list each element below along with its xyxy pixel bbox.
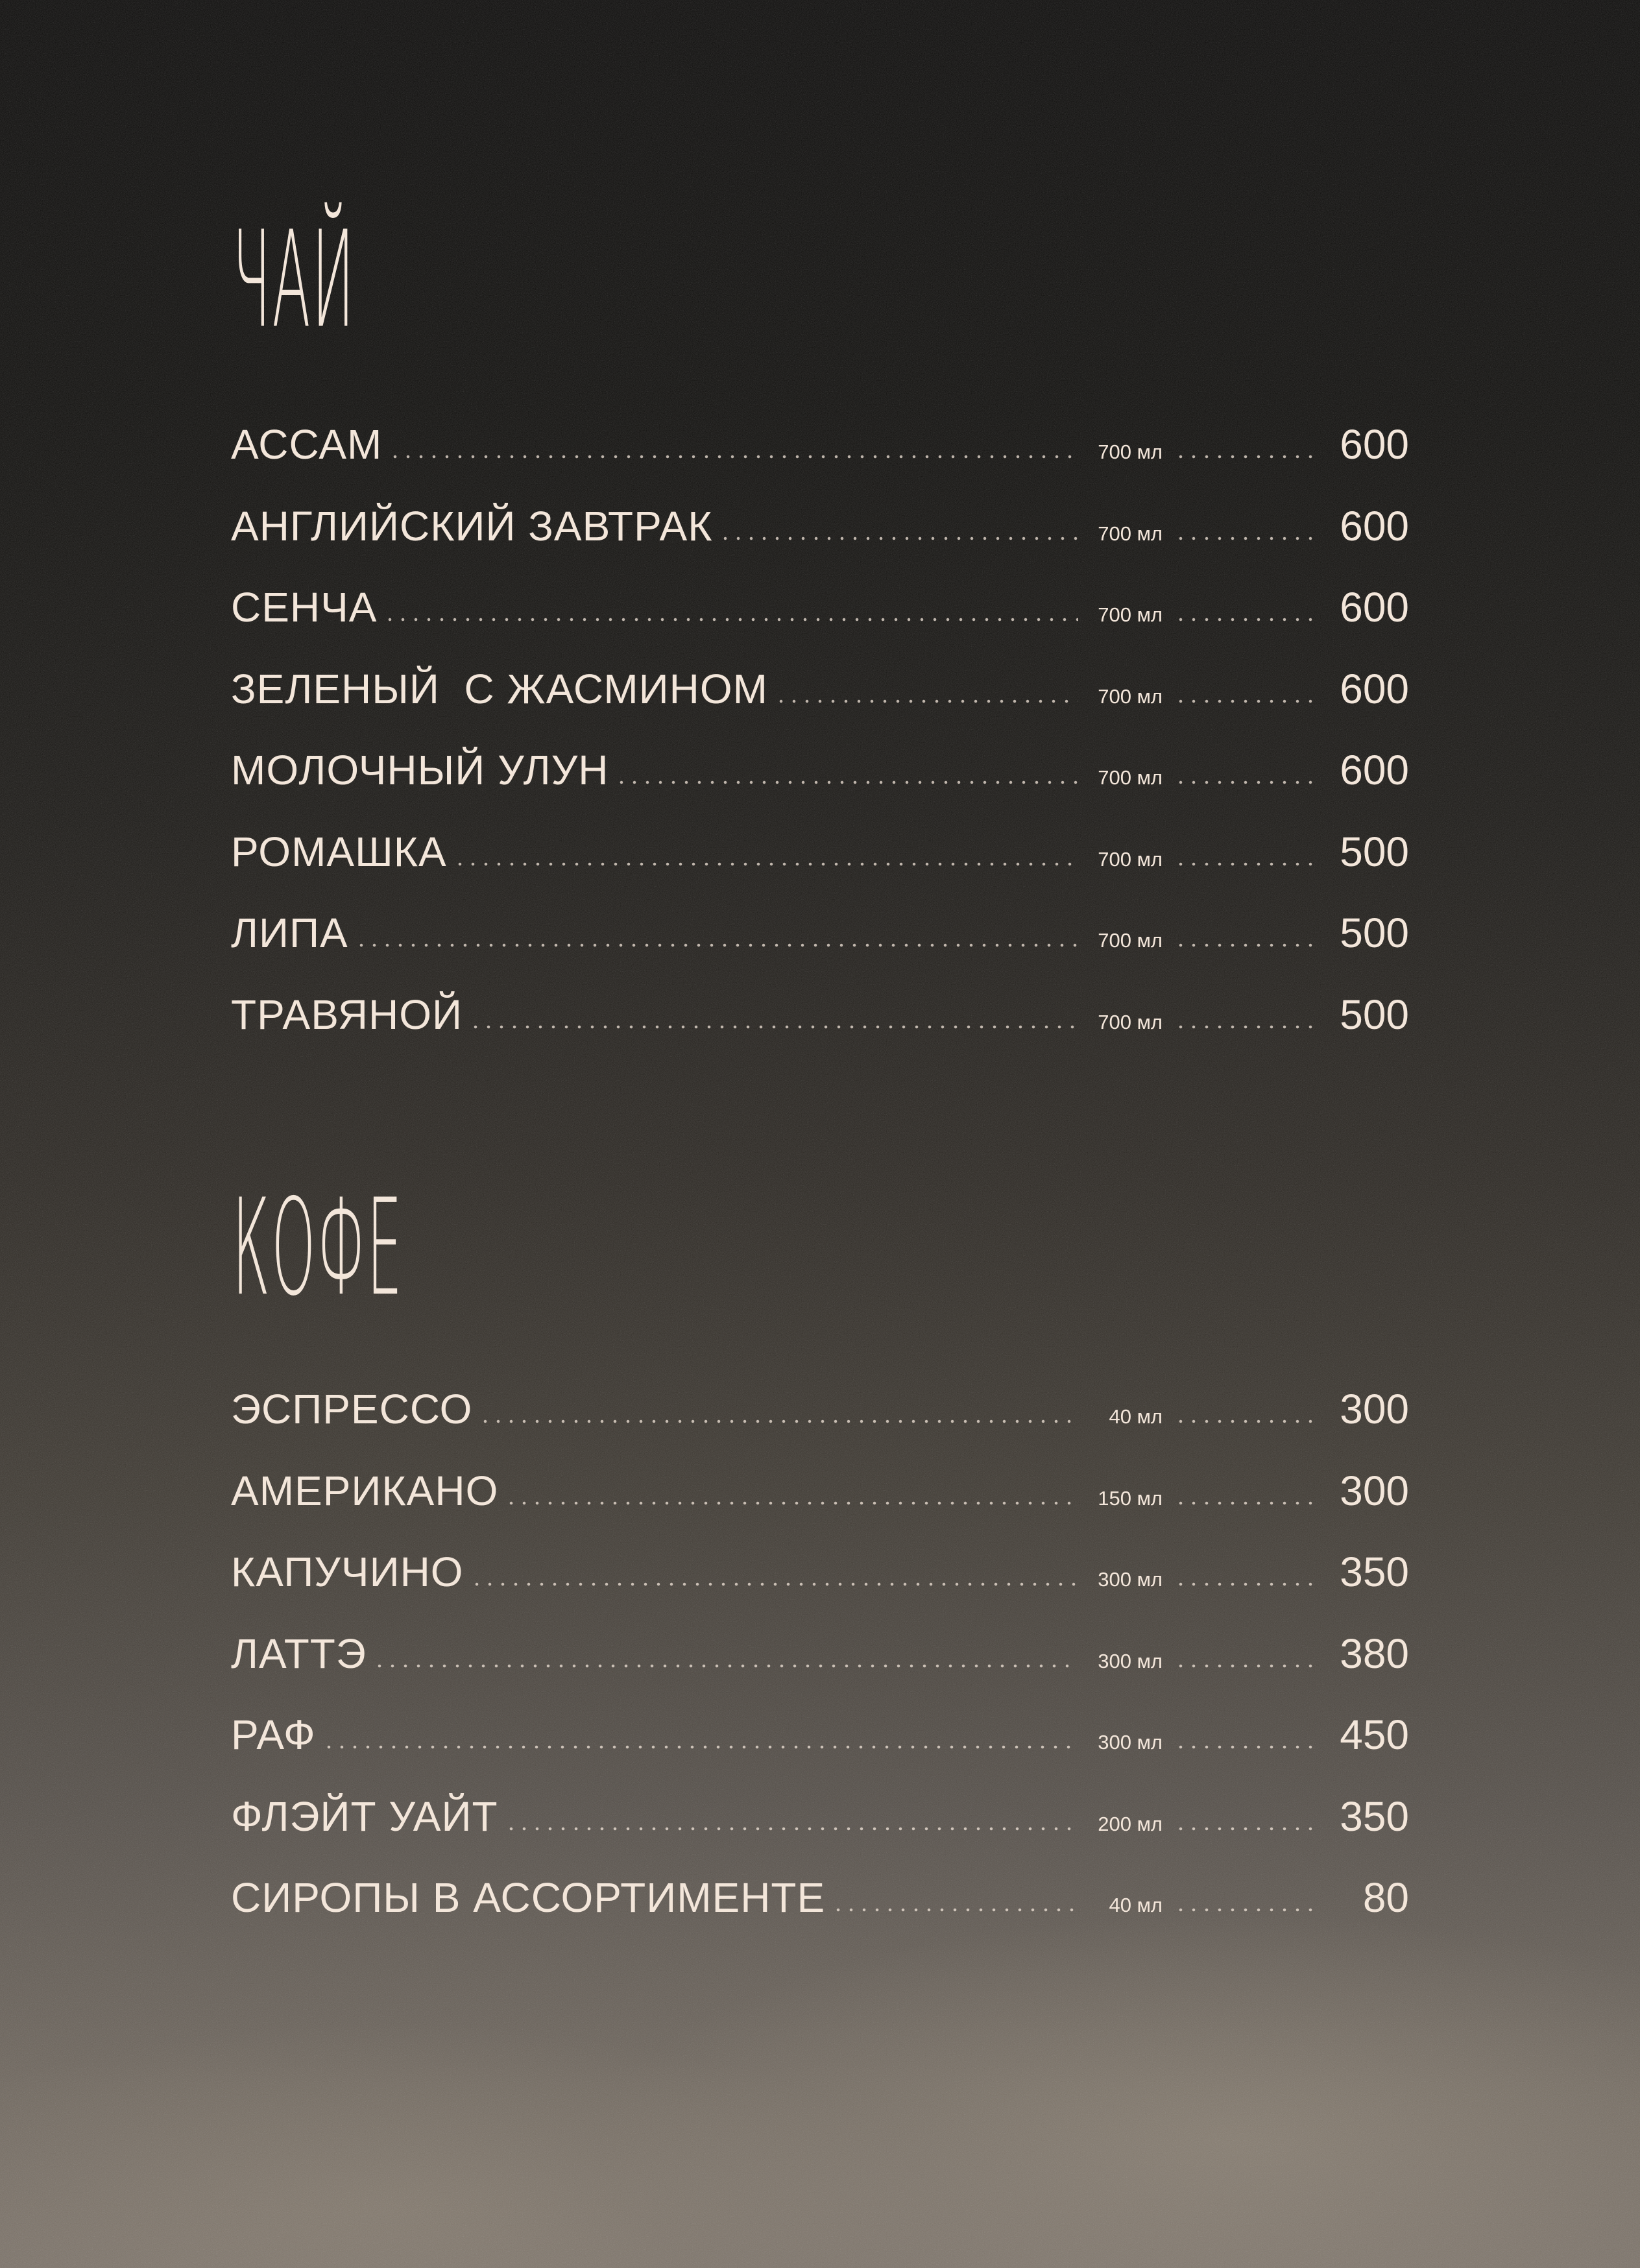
- menu-item-syrups: [231, 1874, 1409, 1955]
- item-name: РАФ: [231, 1711, 316, 1758]
- menu-item-flat-white: [231, 1792, 1409, 1874]
- item-price: 450: [1340, 1711, 1409, 1758]
- dot-leader: [383, 618, 1078, 621]
- item-name: АССАМ: [231, 421, 383, 468]
- dot-leader: [470, 1582, 1078, 1586]
- item-price: 80: [1362, 1874, 1409, 1921]
- item-name: СИРОПЫ В АССОРТИМЕНТЕ: [231, 1874, 826, 1921]
- dot-leader: [615, 780, 1078, 784]
- item-name: ФЛЭЙТ УАЙТ: [231, 1792, 498, 1840]
- dot-leader: [1174, 1827, 1317, 1831]
- item-name: ТРАВЯНОЙ: [231, 991, 463, 1038]
- dot-leader: [1174, 1419, 1317, 1423]
- dot-leader: [479, 1419, 1078, 1423]
- item-volume: 40 мл: [1109, 1894, 1163, 1916]
- dot-leader: [775, 699, 1078, 703]
- dot-leader: [1174, 780, 1317, 784]
- dot-leader: [1174, 618, 1317, 621]
- dot-leader: [1174, 1025, 1317, 1029]
- item-price: 300: [1340, 1467, 1409, 1514]
- item-volume: 40 мл: [1109, 1405, 1163, 1428]
- dot-leader: [469, 1025, 1078, 1029]
- dot-leader: [505, 1501, 1078, 1505]
- item-name: ЛИПА: [231, 910, 348, 956]
- menu-item-english-breakfast: [231, 502, 1409, 584]
- dot-leader: [505, 1827, 1078, 1831]
- dot-leader: [389, 455, 1078, 459]
- menu-item-americano: [231, 1467, 1409, 1549]
- menu-item-chamomile: [231, 828, 1409, 910]
- item-price: 600: [1340, 665, 1409, 712]
- menu-item-assam: [231, 420, 1409, 502]
- item-price: 500: [1340, 910, 1409, 956]
- menu-item-espresso: [231, 1385, 1409, 1467]
- item-name: МОЛОЧНЫЙ УЛУН: [231, 747, 609, 793]
- item-volume: 700 мл: [1098, 440, 1163, 463]
- tea-section-title: ЧАЙ: [232, 203, 356, 357]
- item-volume: 300 мл: [1098, 1568, 1163, 1591]
- item-price: 500: [1340, 828, 1409, 875]
- menu-item-latte: [231, 1630, 1409, 1711]
- dot-leader: [1174, 943, 1317, 947]
- item-volume: 700 мл: [1098, 603, 1163, 626]
- item-volume: 700 мл: [1098, 847, 1163, 871]
- item-price: 600: [1340, 747, 1409, 793]
- coffee-section-title: КОФЕ: [232, 1171, 404, 1325]
- item-volume: 300 мл: [1098, 1731, 1163, 1754]
- menu-item-green-jasmine: [231, 665, 1409, 747]
- dot-leader: [322, 1745, 1078, 1749]
- item-price: 350: [1340, 1792, 1409, 1840]
- item-name: ЭСПРЕССО: [231, 1386, 473, 1432]
- dot-leader: [1174, 1908, 1317, 1912]
- dot-leader: [719, 537, 1078, 540]
- dot-leader: [355, 943, 1078, 947]
- item-price: 600: [1340, 584, 1409, 631]
- item-name: АМЕРИКАНО: [231, 1467, 499, 1514]
- item-name: ЛАТТЭ: [231, 1630, 367, 1677]
- item-name: СЕНЧА: [231, 584, 378, 631]
- item-price: 500: [1340, 991, 1409, 1038]
- item-name: РОМАШКА: [231, 828, 447, 875]
- menu-item-sencha: [231, 583, 1409, 665]
- dot-leader: [1174, 1745, 1317, 1749]
- dot-leader: [1174, 537, 1317, 540]
- dot-leader: [1174, 455, 1317, 459]
- item-volume: 700 мл: [1098, 684, 1163, 708]
- menu-item-raf: [231, 1711, 1409, 1792]
- menu-item-linden: [231, 909, 1409, 991]
- item-volume: 150 мл: [1098, 1486, 1163, 1510]
- item-name: КАПУЧИНО: [231, 1549, 464, 1595]
- item-price: 380: [1340, 1630, 1409, 1677]
- item-price: 300: [1340, 1386, 1409, 1432]
- dot-leader: [1174, 1501, 1317, 1505]
- menu-item-milk-oolong: [231, 746, 1409, 828]
- item-volume: 700 мл: [1098, 1010, 1163, 1033]
- dot-leader: [1174, 862, 1317, 866]
- item-price: 600: [1340, 502, 1409, 549]
- item-price: 600: [1340, 421, 1409, 468]
- item-name: ЗЕЛЕНЫЙ С ЖАСМИНОМ: [231, 665, 768, 712]
- coffee-menu-list: [231, 1385, 1409, 1955]
- dot-leader: [1174, 1582, 1317, 1586]
- menu-item-herbal: [231, 991, 1409, 1072]
- dot-leader: [832, 1908, 1078, 1912]
- item-volume: 700 мл: [1098, 522, 1163, 545]
- item-volume: 700 мл: [1098, 766, 1163, 789]
- item-volume: 200 мл: [1098, 1812, 1163, 1835]
- dot-leader: [453, 862, 1078, 866]
- dot-leader: [1174, 699, 1317, 703]
- item-volume: 700 мл: [1098, 929, 1163, 952]
- item-price: 350: [1340, 1549, 1409, 1595]
- dot-leader: [1174, 1664, 1317, 1668]
- tea-menu-list: [231, 420, 1409, 1072]
- item-name: АНГЛИЙСКИЙ ЗАВТРАК: [231, 502, 713, 549]
- dot-leader: [373, 1664, 1078, 1668]
- item-volume: 300 мл: [1098, 1649, 1163, 1672]
- menu-item-cappuccino: [231, 1548, 1409, 1630]
